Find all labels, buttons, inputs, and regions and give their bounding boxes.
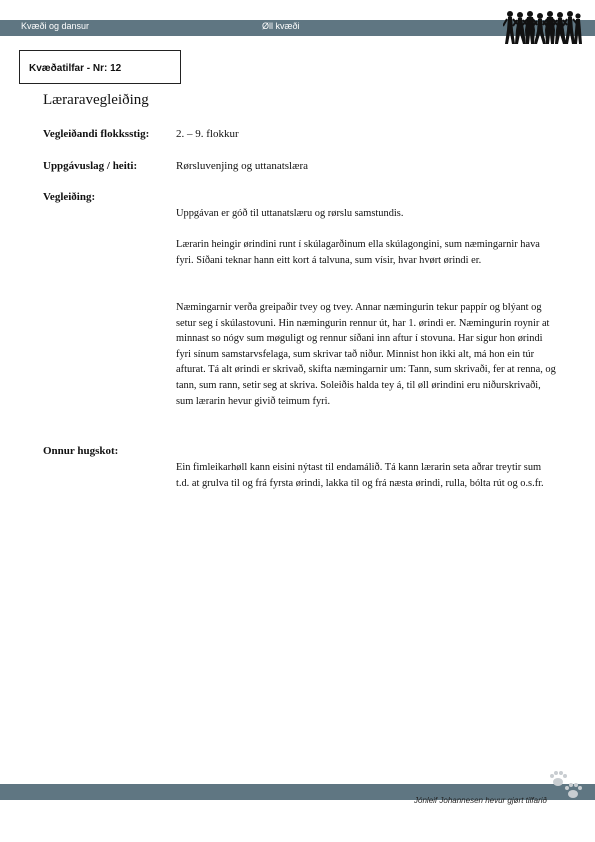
header-center-title: Øll kvæði <box>262 21 300 31</box>
guidance-paragraph: Næmingarnir verða greipaðir tvey og tvey. Annar næmingurin tekur pappír og blýant og setur seg í skúlastovuni. Hin næmingurin rennur út, har 1. ørindi er. Næmingurin roynir at minnast so nógv sum møguligt og rennur síðani inn aftur í stovuna. Har sigur hon ørindi fyri sínum samstarvsfelaga, sum skrivar tað niður. Minnist hon ikki alt, má hon ein túr afturat. Tá alt ørindi er skrivað, skifta næmingarnir um: Tann, sum skrivaði, fer at renna, og tann, sum rann, setir seg at skriva. Soleiðis halda tey á, til øll ørindini eru niðurskrivaði, sum lærarin hevur givið teimum fyri. <box>176 302 556 407</box>
grade-label: Vegleiðandi flokksstig: <box>43 128 150 140</box>
task-value: Rørsluvenjing og uttanatslæra <box>176 160 308 172</box>
activity-number: Kvæðatilfar - Nr: 12 <box>29 63 122 74</box>
guidance-paragraph: Uppgávan er góð til uttanatslæru og rørslu samstundis. <box>176 208 404 219</box>
other-ideas-paragraph: Ein fimleikarhøll kann eisini nýtast til endamálið. Tá kann lærarin seta aðrar treytir sum t.d. at grulva til og frá fyrsta ørindi, lakka til og frá næsta ørindi, rulla, bólta rút og o.s.fr. <box>176 462 544 489</box>
activity-number-box <box>19 50 181 84</box>
page-title: Læraravegleiðing <box>43 92 149 108</box>
grade-value: 2. – 9. flokkur <box>176 128 239 140</box>
guidance-label: Vegleiðing: <box>43 191 96 203</box>
task-label: Uppgávuslag / heiti: <box>43 160 138 172</box>
footer-credit: Jónleif Johannesen hevur gjørt tilfarið <box>414 796 547 805</box>
dancers-silhouette-icon <box>503 8 583 48</box>
other-ideas-label: Onnur hugskot: <box>43 445 119 457</box>
header-left-title: Kvæði og dansur <box>21 21 90 31</box>
guidance-paragraph: Lærarin heingir ørindini runt í skúlagarðinum ella skúlagongini, sum næmingarnir hava fyri. Síðani teknar hann eitt kort á talvuna, sum vísir, hvar hvørt ørindi er. <box>176 239 540 266</box>
paw-prints-icon <box>548 770 584 802</box>
